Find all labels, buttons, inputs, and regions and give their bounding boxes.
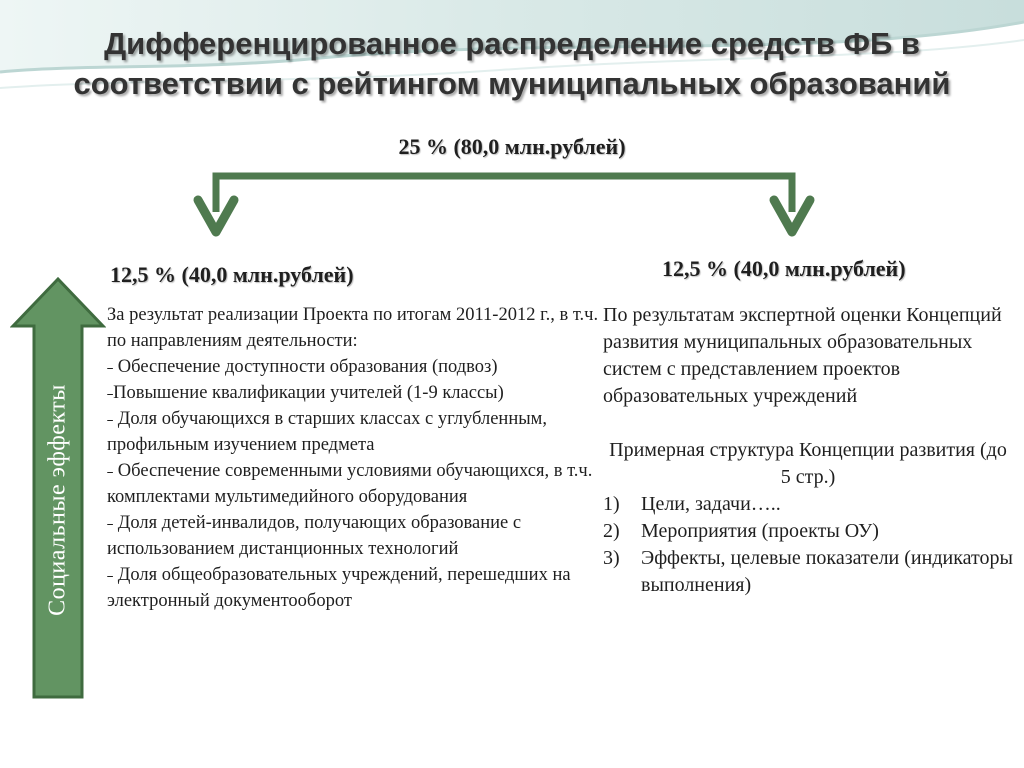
left-intro: За результат реализации Проекта по итогам 2011-2012 г., в т.ч. по направлениям деятельности: — [107, 305, 599, 351]
right-amount: 12,5 % (40,0 млн.рублей) — [662, 256, 906, 281]
left-item-3: ˗ Доля обучающихся в старших классах с углубленным, профильным изучением предмета — [107, 409, 547, 455]
list-item-number: 3) — [603, 547, 620, 569]
list-item-number: 2) — [603, 520, 620, 542]
structure-title: Примерная структура Концепции развития (до 5 стр.) — [609, 439, 1007, 488]
left-amount: 12,5 % (40,0 млн.рублей) — [110, 262, 354, 287]
list-item-text: Мероприятия (проекты ОУ) — [641, 520, 879, 542]
left-item-5: ˗ Доля детей-инвалидов, получающих образование с использованием дистанционных технологий — [107, 513, 522, 559]
list-item — [603, 518, 1013, 545]
structure-list — [603, 491, 1013, 599]
total-amount: 25 % (80,0 млн.рублей) — [398, 134, 626, 159]
page-title-line-2: соответствии с рейтингом муниципальных образований — [73, 66, 951, 101]
bracket-line — [216, 176, 792, 212]
social-effects-label: Социальные эффекты — [44, 384, 71, 616]
list-item — [603, 545, 1013, 599]
left-criteria-block — [107, 302, 602, 614]
left-item-6: ˗ Доля общеобразовательных учреждений, перешедших на электронный документооборот — [107, 565, 571, 611]
right-description: По результатам экспертной оценки Концепций развития муниципальных образовательных систем с представлением проектов образовательных учреждений — [603, 304, 1002, 407]
list-item — [603, 491, 1013, 518]
list-item-text: Эффекты, целевые показатели (индикаторы выполнения) — [641, 547, 1013, 596]
list-item-text: Цели, задачи….. — [641, 493, 781, 515]
left-item-4: ˗ Обеспечение современными условиями обучающихся, в т.ч. комплектами мультимедийного оборудования — [107, 461, 593, 507]
right-criteria-block — [603, 302, 1013, 599]
list-item-number: 1) — [603, 493, 620, 515]
left-item-1: ˗ Обеспечение доступности образования (подвоз) — [107, 357, 498, 377]
page-title-line-1: Дифференцированное распределение средств ФБ в — [104, 26, 920, 61]
page-title — [0, 24, 1024, 104]
left-item-2: ˗Повышение квалификации учителей (1-9 классы) — [107, 383, 504, 403]
